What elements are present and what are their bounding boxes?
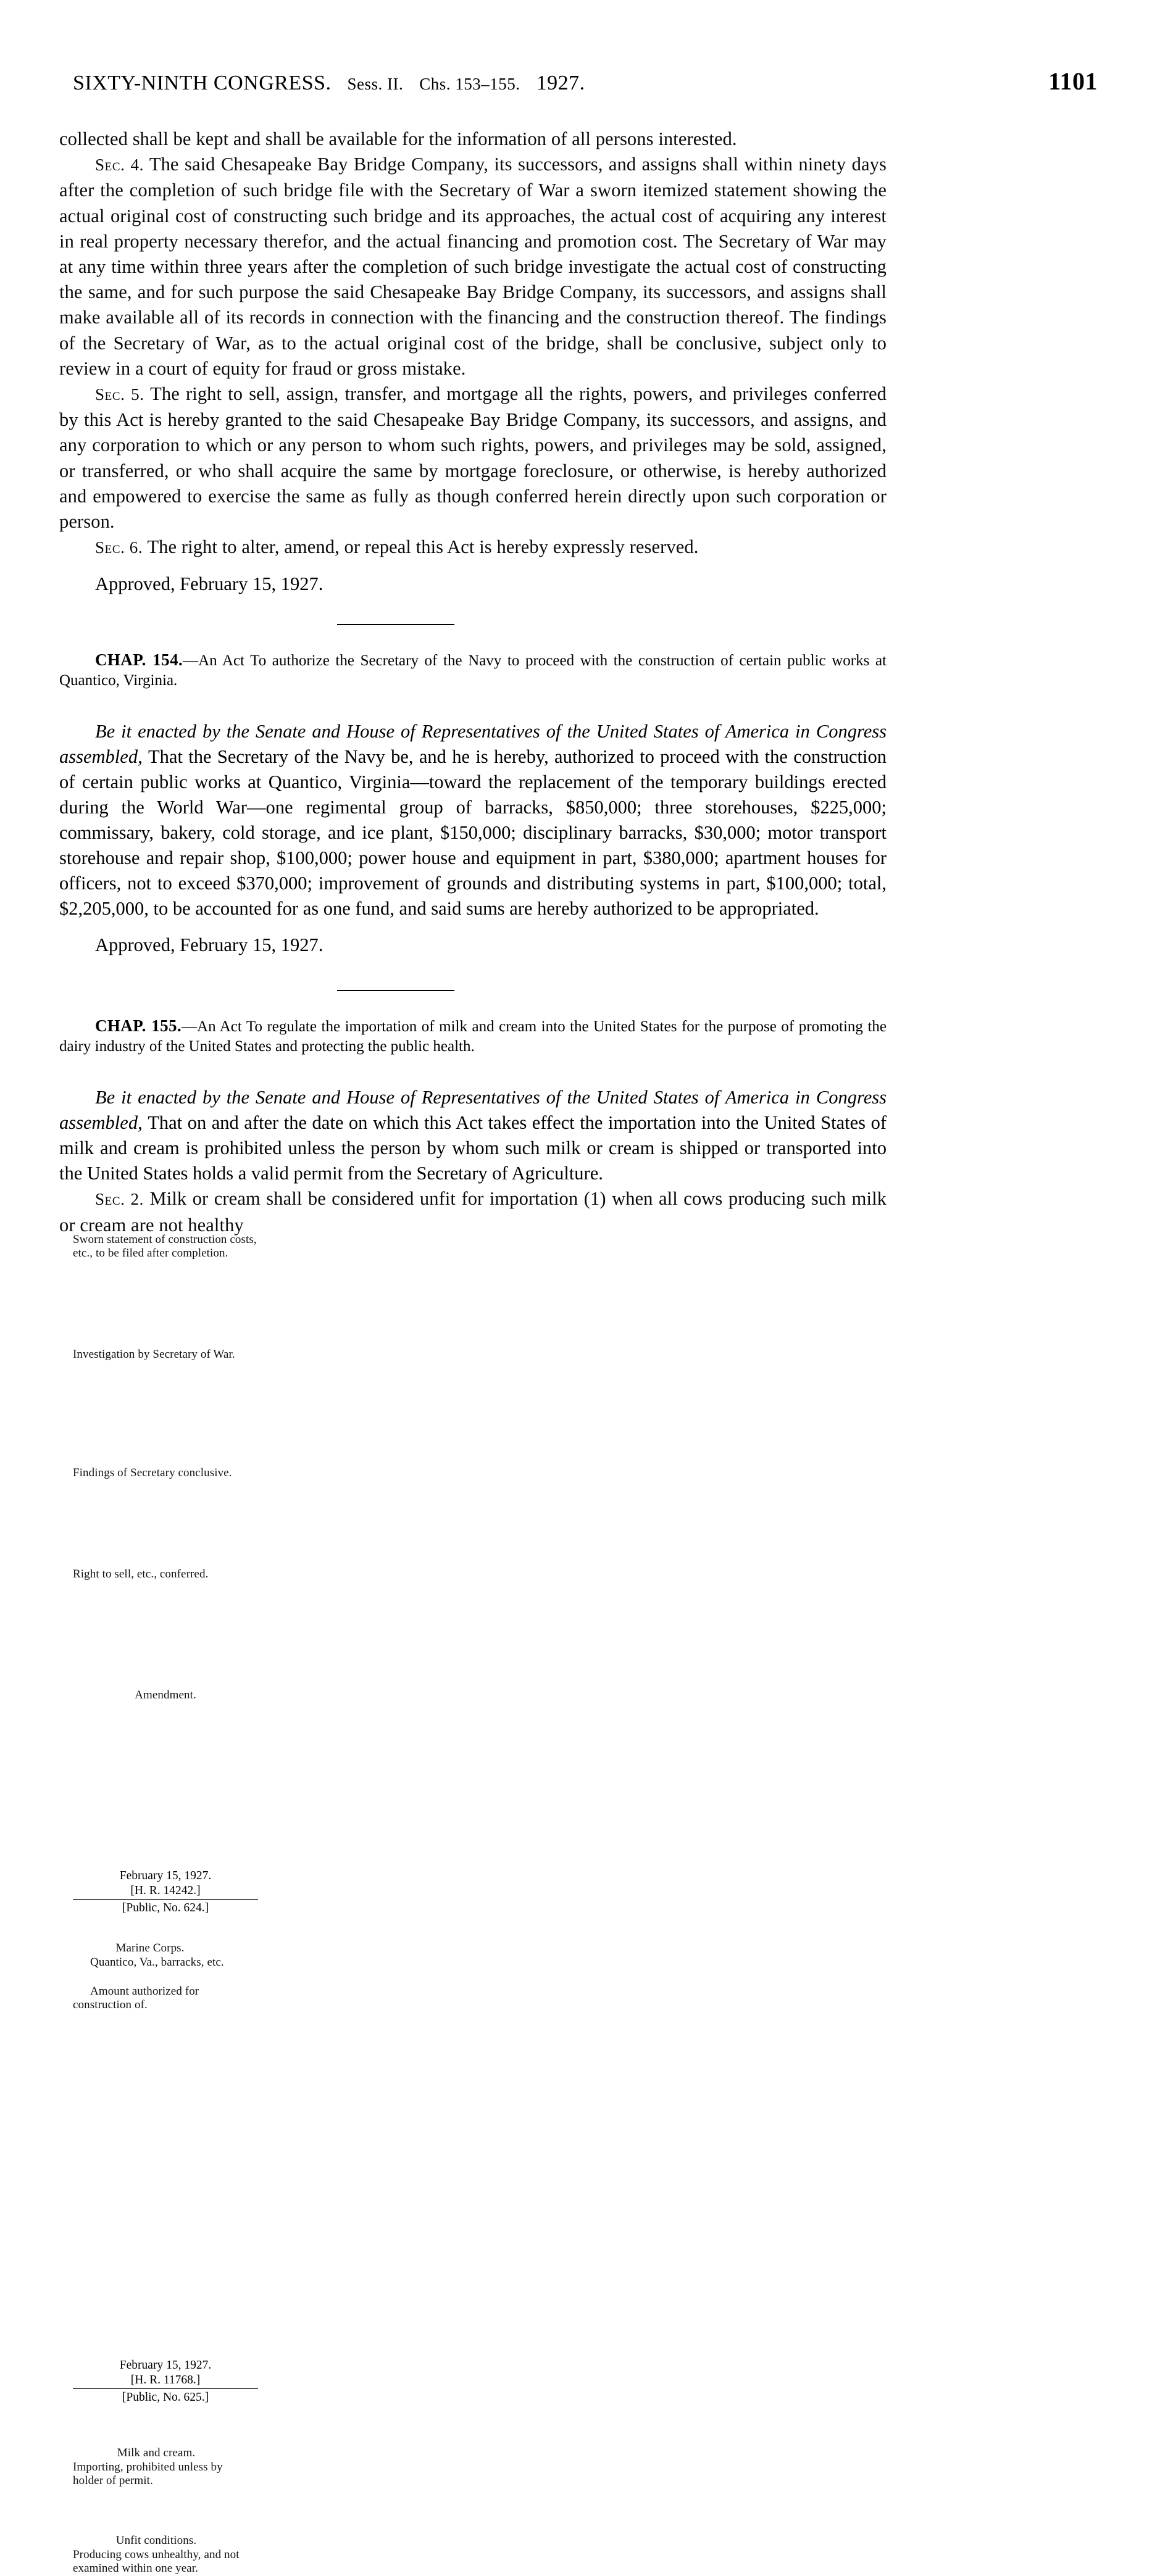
act-155-rule: [73, 2388, 258, 2389]
sidenote-sworn-statement: Sworn statement of construction costs, etc., to be filed after completion.: [73, 1232, 257, 1260]
chapter-155-number: CHAP. 155.: [95, 1016, 182, 1036]
chapter-154-enacting-italic: Be it enacted by the Senate and House of Representatives of the United States of America in Congress assembled,: [59, 721, 887, 768]
sidenote-investigation: Investigation by Secretary of War.: [73, 1347, 235, 1361]
section-4-text: The said Chesapeake Bay Bridge Company, its successors, and assigns shall within ninety days after the completion of such bridge file with the Secretary of War a sworn itemized statement showing the actual original cost of constructing such bridge and its approaches, the actual cost of acquiring any interest in real property necessary therefor, and the actual financing and promotion cost. The Secretary of War may at any time within three years after the completion of such bridge investigate the actual cost of constructing the same, and for such purpose the said Chesapeake Bay Bridge Company, its successors, and assigns shall make available all of its records in connection with the financing and the construction thereof. The findings of the Secretary of War, as to the actual original cost of the bridge, shall be conclusive, subject only to review in a court of equity for fraud or gross mistake.: [59, 154, 887, 379]
sidenote-producing-cows: Producing cows unhealthy, and not examined within one year.: [73, 2548, 240, 2575]
section-2-text: Milk or cream shall be considered unfit for importation (1) when all cows producing such milk or cream are not healthy: [59, 1188, 887, 1236]
act-155-date: February 15, 1927.: [119, 2358, 212, 2372]
act-154-bill-number: [H. R. 14242.]: [130, 1884, 201, 1897]
chapter-154-title: —An Act To authorize the Secretary of the Navy to proceed with the construction of certain public works at Quantico, Virginia.: [59, 652, 887, 689]
sidenote-milk-and-cream: Milk and cream.: [117, 2446, 196, 2459]
section-5-paragraph: [59, 381, 887, 534]
sidenote-amount-authorized: Amount authorized for construction of.: [73, 1984, 199, 2012]
chapter-154-heading: [59, 650, 887, 691]
chapter-separator-2: [337, 990, 454, 991]
sidenote-quantico: Quantico, Va., barracks, etc.: [90, 1955, 224, 1969]
section-5-label: Sec. 5.: [95, 385, 144, 404]
act-155-bill-number: [H. R. 11768.]: [130, 2373, 201, 2387]
page-header: [73, 67, 1098, 96]
paragraph-continued: collected shall be kept and shall be available for the information of all persons interested.: [59, 128, 737, 149]
content-column: [59, 127, 887, 1238]
sidenote-right-to-sell: Right to sell, etc., conferred.: [73, 1567, 209, 1581]
section-6-label: Sec. 6.: [95, 538, 143, 557]
sidenote-marine-corps: Marine Corps.: [115, 1941, 185, 1955]
approved-line-154: Approved, February 15, 1927.: [95, 934, 323, 956]
act-reference-154: [73, 1869, 258, 1916]
section-4-paragraph: [59, 152, 887, 381]
running-head-year: 1927.: [536, 72, 585, 94]
approved-line-153: Approved, February 15, 1927.: [95, 573, 323, 595]
chapter-separator-1: [337, 624, 454, 625]
section-2-label: Sec. 2.: [95, 1190, 144, 1209]
sidenote-importing-prohibited: Importing, prohibited unless by holder of permit.: [73, 2460, 223, 2488]
chapter-155-body: That on and after the date on which this Act takes effect the importation into the United States of milk and cream is prohibited unless the person by whom such milk or cream is shipped or transported into the United States holds a valid permit from the Secretary of Agriculture.: [59, 1112, 887, 1184]
running-head-chapters: Chs. 153–155.: [419, 75, 520, 93]
act-154-date: February 15, 1927.: [119, 1869, 212, 1882]
running-head: [73, 72, 601, 95]
act-reference-155: [73, 2358, 258, 2405]
chapter-154-enacting-clause: [59, 719, 887, 921]
running-head-congress: SIXTY-NINTH CONGRESS.: [73, 72, 332, 94]
sidenote-findings: Findings of Secretary conclusive.: [73, 1466, 232, 1479]
chapter-155-heading: [59, 1016, 887, 1057]
page-number: 1101: [1048, 67, 1098, 95]
section-6-text: The right to alter, amend, or repeal this Act is hereby expressly reserved.: [147, 536, 699, 558]
chapter-155-enacting-clause: [59, 1085, 887, 1186]
section-4-label: Sec. 4.: [95, 156, 144, 175]
page-body: [59, 127, 1103, 2575]
running-head-session: Sess. II.: [347, 75, 404, 93]
sidenote-unfit-conditions: Unfit conditions.: [115, 2533, 197, 2547]
chapter-154-number: CHAP. 154.: [95, 650, 183, 670]
chapter-154-body: That the Secretary of the Navy be, and he is hereby, authorized to proceed with the construction of certain public works at Quantico, Virginia—toward the replacement of the temporary buildings erected during the World War—one regimental group of barracks, $850,000; three storehouses, $225,000; commissary, bakery, cold storage, and ice plant, $150,000; disciplinary barracks, $30,000; motor transport storehouse and repair shop, $100,000; power house and equipment in part, $380,000; apartment houses for officers, not to exceed $370,000; improvement of grounds and distributing systems in part, $100,000; total, $2,205,000, to be accounted for as one fund, and said sums are hereby authorized to be appropriated.: [59, 746, 887, 920]
act-154-rule: [73, 1899, 258, 1900]
chapter-155-enacting-italic: Be it enacted by the Senate and House of Representatives of the United States of America in Congress assembled,: [59, 1087, 887, 1134]
section-6-paragraph: [59, 534, 887, 560]
chapter-155-title: —An Act To regulate the importation of milk and cream into the United States for the purpose of promoting the dairy industry of the United States and protecting the public health.: [59, 1018, 887, 1055]
sidenote-amendment: Amendment.: [135, 1688, 196, 1701]
section-5-text: The right to sell, assign, transfer, and mortgage all the rights, powers, and privileges conferred by this Act is hereby granted to the said Chesapeake Bay Bridge Company, its successors, and assigns, and any corporation to which or any person to whom such rights, powers, and privileges may be sold, assigned, or transferred, or who shall acquire the same by mortgage foreclosure, or otherwise, is hereby authorized and empowered to exercise the same as fully as though conferred herein directly upon such corporation or person.: [59, 383, 887, 533]
chapter-155-section-2: [59, 1186, 887, 1237]
act-154-public-number: [Public, No. 624.]: [122, 1901, 209, 1914]
act-155-public-number: [Public, No. 625.]: [122, 2390, 209, 2404]
